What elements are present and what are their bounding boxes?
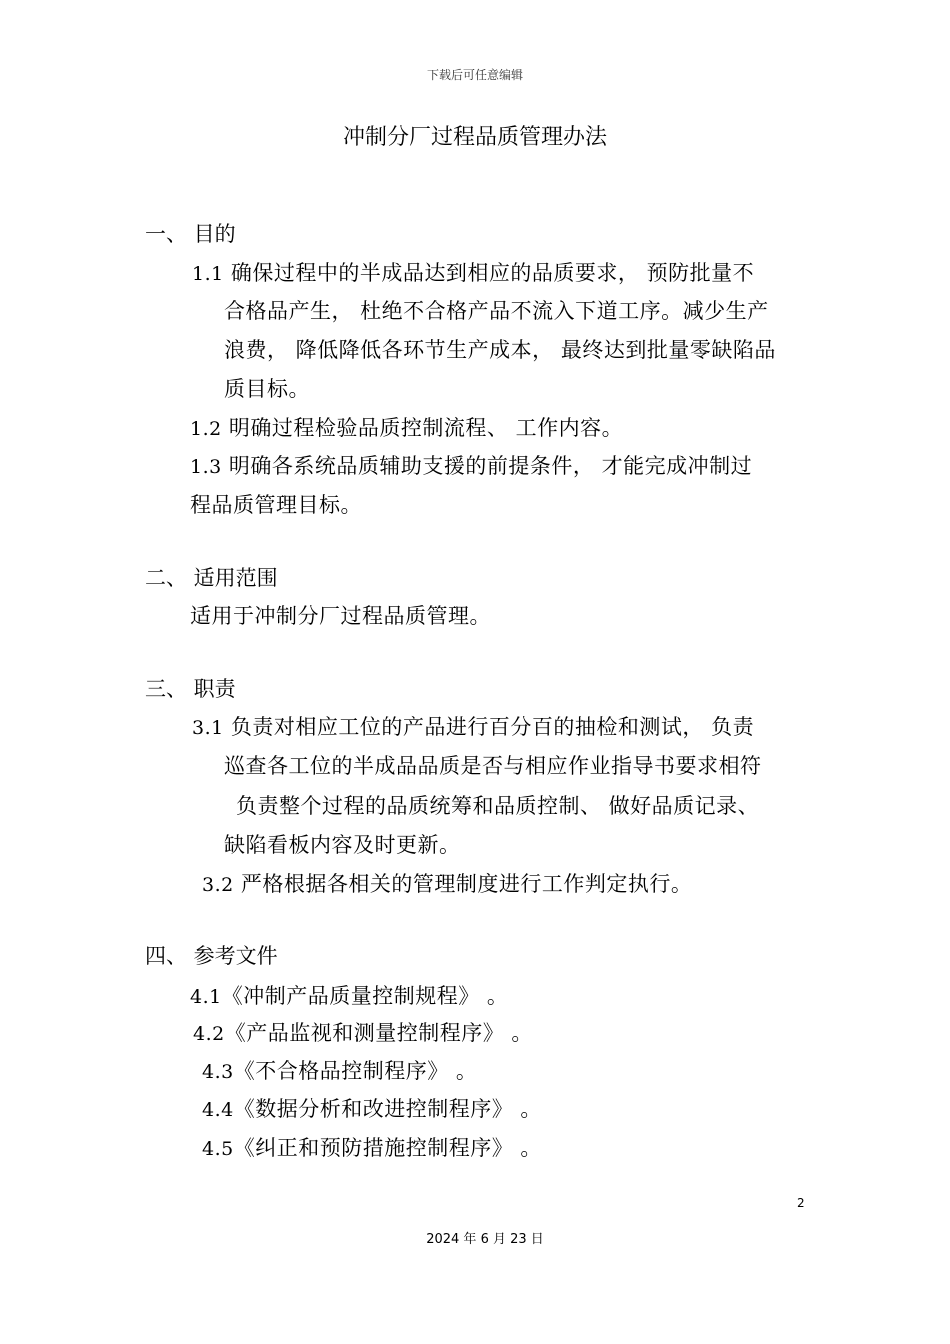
clause-line: 质目标。 (224, 377, 310, 401)
clause-line: 负责整个过程的品质统筹和品质控制、 做好品质记录、 (236, 794, 760, 818)
reference-4-1 (190, 980, 508, 1010)
reference-4-4 (202, 1093, 542, 1123)
clause-number: 1.3 (190, 456, 222, 478)
reference-text: 《不合格品控制程序》 。 (233, 1059, 478, 1083)
clause-line: 合格品产生， 杜绝不合格产品不流入下道工序。减少生产 (224, 299, 769, 323)
page-number: 2 (797, 1196, 805, 1210)
clause-number: 4.1 (190, 986, 222, 1008)
reference-text: 《数据分析和改进控制程序》 。 (233, 1097, 542, 1121)
clause-3-1 (192, 711, 754, 741)
clause-text: 确保过程中的半成品达到相应的品质要求， 预防批量不 (230, 261, 755, 285)
section-heading-purpose: 一、 目的 (145, 222, 236, 246)
footer-date: 2024 年 6 月 23 日 (426, 1232, 544, 1247)
clause-number: 4.4 (202, 1099, 234, 1121)
clause-1-2 (190, 412, 623, 442)
clause-3-2 (202, 868, 692, 898)
clause-line: 浪费， 降低降低各环节生产成本， 最终达到批量零缺陷品 (224, 338, 776, 362)
scope-text: 适用于冲制分厂过程品质管理。 (190, 604, 491, 628)
clause-text: 明确各系统品质辅助支援的前提条件， 才能完成冲制过 (228, 454, 753, 478)
section-heading-scope: 二、 适用范围 (145, 566, 278, 590)
document-title: 冲制分厂过程品质管理办法 (342, 125, 607, 150)
clause-line: 巡查各工位的半成品品质是否与相应作业指导书要求相符 (224, 754, 762, 778)
clause-1-1 (192, 257, 754, 287)
clause-number: 4.2 (193, 1023, 225, 1045)
reference-text: 《冲制产品质量控制规程》 。 (221, 984, 509, 1008)
reference-4-3 (202, 1055, 477, 1085)
section-heading-references: 四、 参考文件 (145, 944, 278, 968)
reference-4-2 (193, 1017, 533, 1047)
reference-text: 《纠正和预防措施控制程序》 。 (233, 1136, 542, 1160)
clause-number: 4.3 (202, 1061, 234, 1083)
section-heading-responsibilities: 三、 职责 (145, 677, 236, 701)
clause-line: 缺陷看板内容及时更新。 (224, 833, 461, 857)
page-header: 下载后可任意编辑 (426, 68, 523, 82)
clause-number: 3.1 (192, 717, 224, 739)
clause-number: 3.2 (202, 874, 234, 896)
clause-line: 程品质管理目标。 (190, 493, 362, 517)
clause-text: 严格根据各相关的管理制度进行工作判定执行。 (240, 872, 693, 896)
clause-text: 明确过程检验品质控制流程、 工作内容。 (228, 416, 624, 440)
clause-number: 1.1 (192, 263, 224, 285)
clause-1-3 (190, 450, 752, 480)
clause-number: 1.2 (190, 418, 222, 440)
clause-number: 4.5 (202, 1138, 234, 1160)
reference-4-5 (202, 1132, 542, 1162)
clause-text: 负责对相应工位的产品进行百分百的抽检和测试， 负责 (230, 715, 755, 739)
reference-text: 《产品监视和测量控制程序》 。 (224, 1021, 533, 1045)
